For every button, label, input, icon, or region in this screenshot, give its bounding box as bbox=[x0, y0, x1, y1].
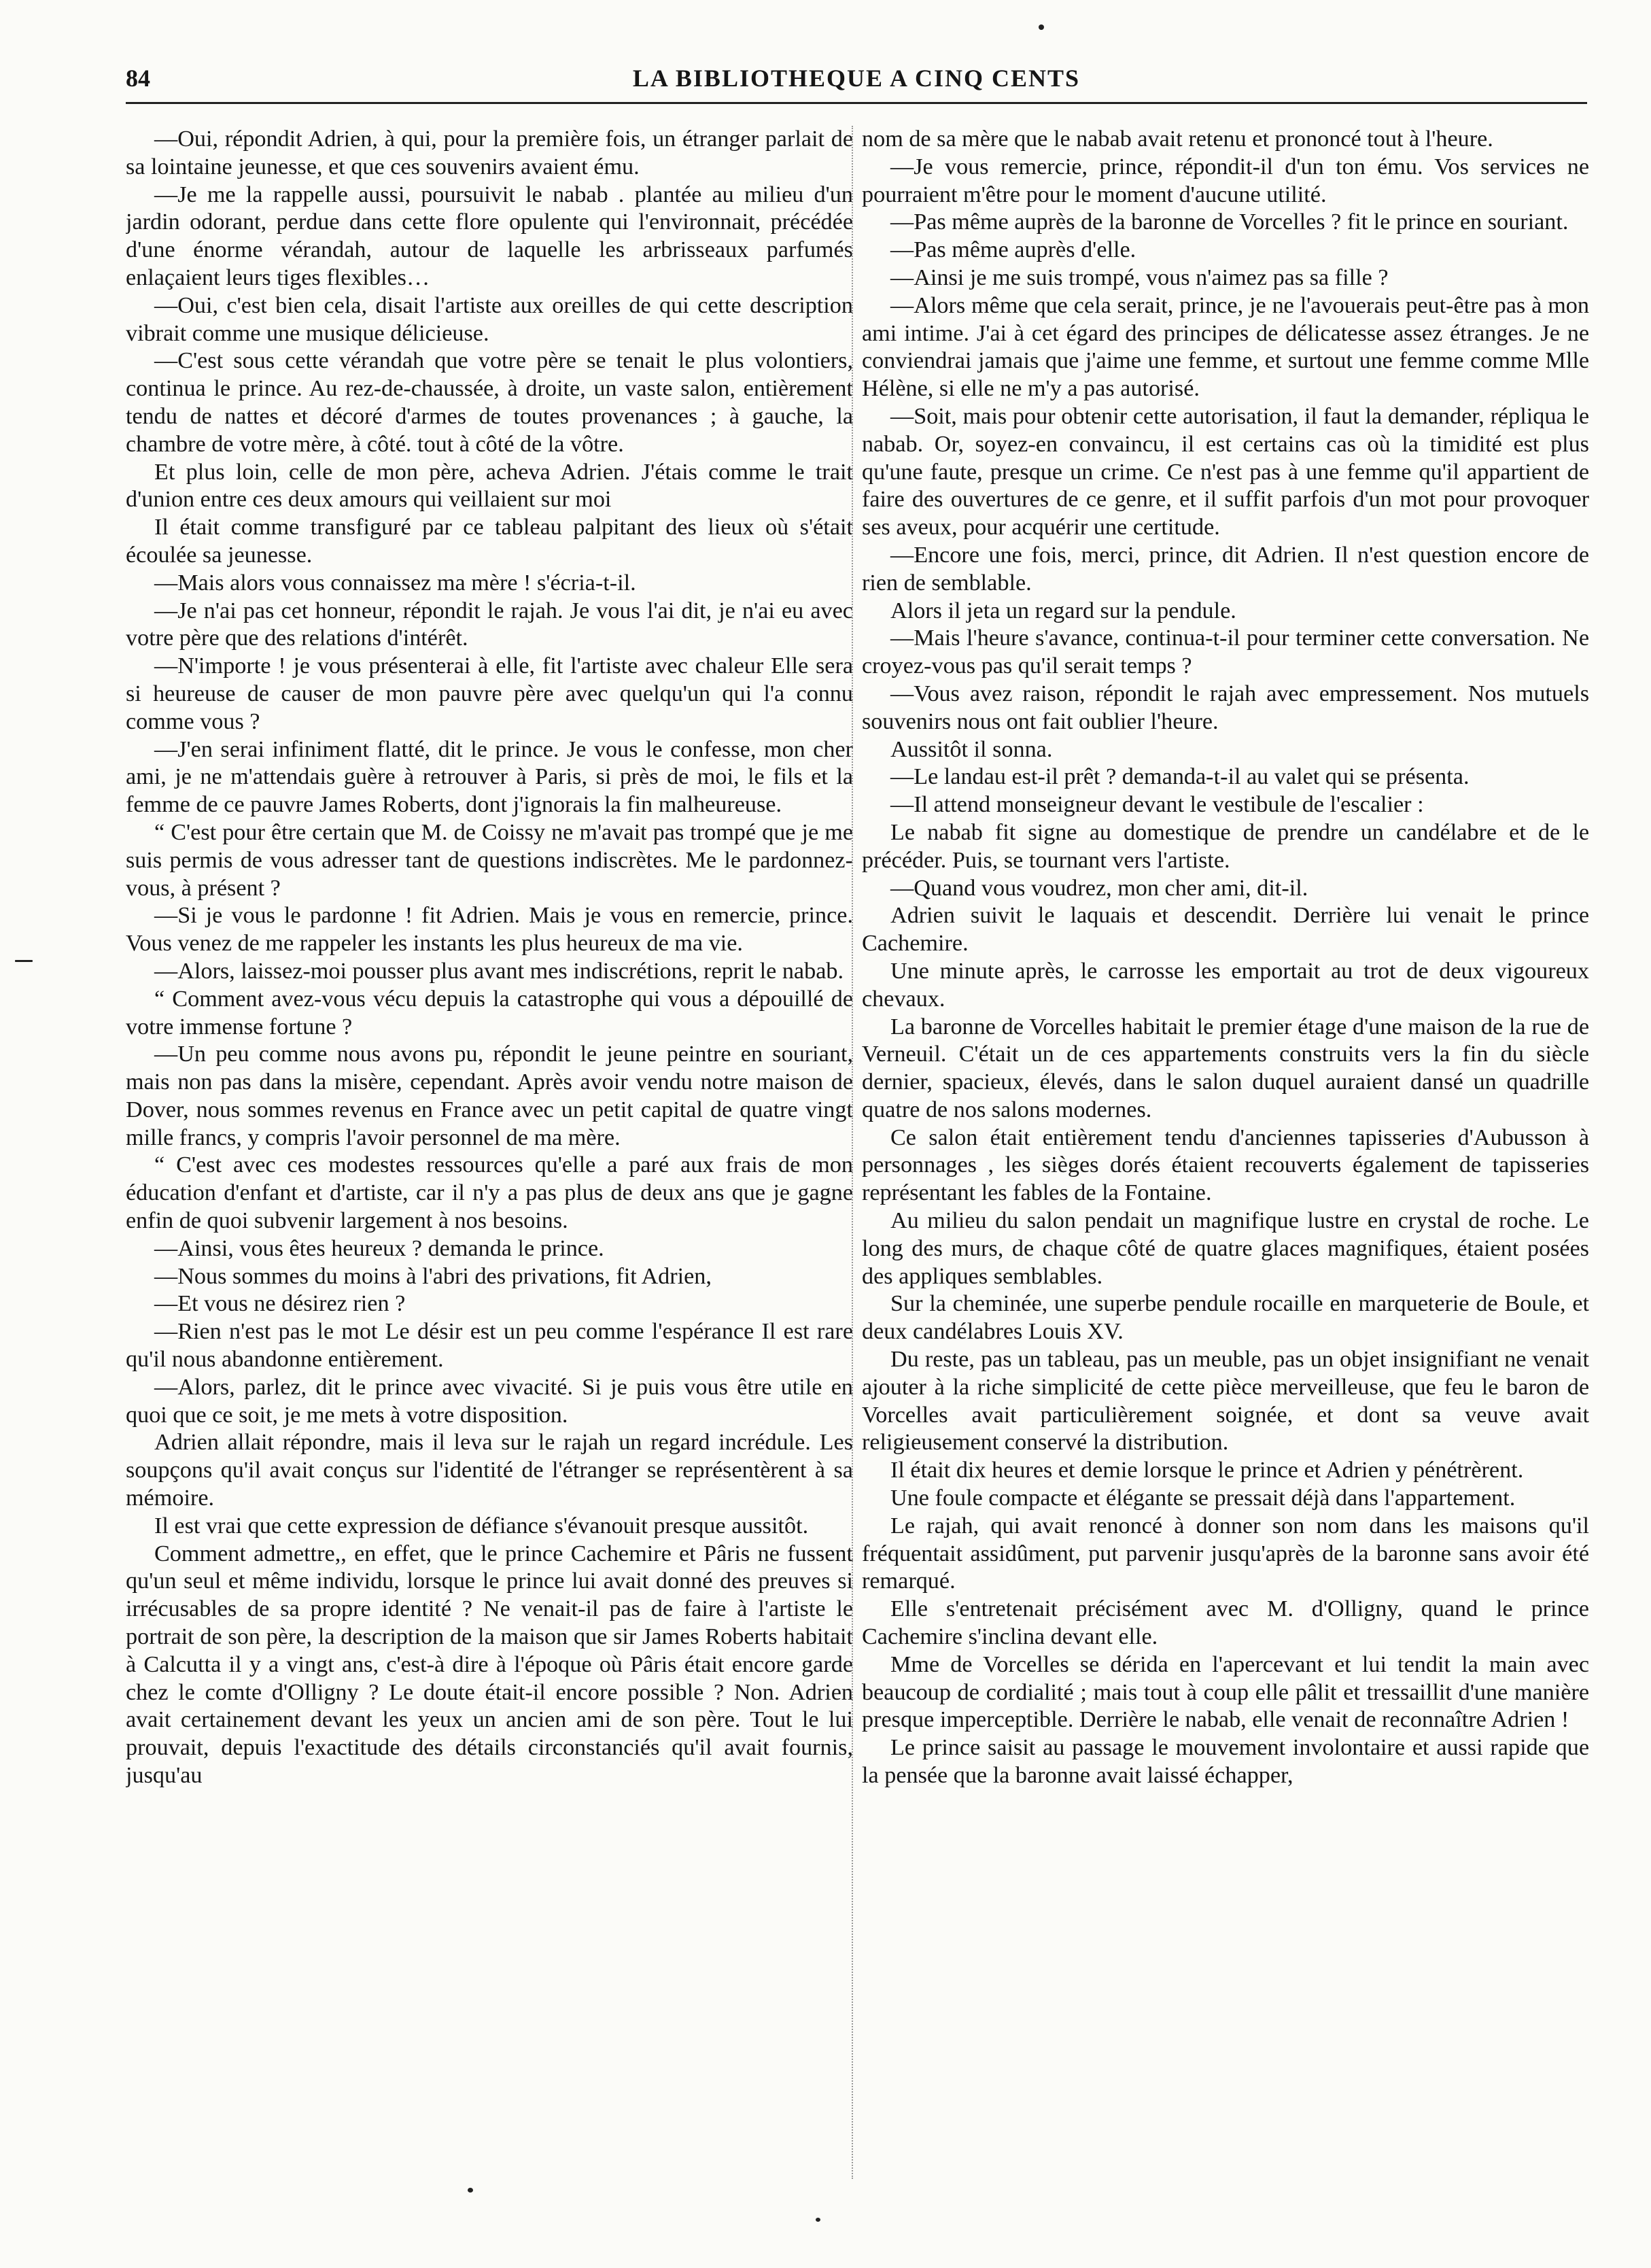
paragraph: Une foule compacte et élégante se pressait déjà dans l'appartement. bbox=[890, 1485, 1516, 1511]
paragraph: —Je n'ai pas cet honneur, répondit le rajah. Je vous l'ai dit, je n'ai eu avec votre père que des relations d'intérêt. bbox=[126, 598, 853, 651]
paragraph: Comment admettre,, en effet, que le prince Cachemire et Pâris ne fussent qu'un seul et même individu, lorsque le prince lui avait donné des preuves si irrécusables de sa propre identité ? Ne venait-il pas de faire à l'artiste le portrait de son père, la description de la maison que sir James Roberts habitait à Calcutta il y a vingt ans, c'est-à dire à l'époque où Pâris était encore garde chez le comte d'Olligny ? Le doute était-il encore possible ? Non. Adrien avait certainement devant les yeux un ancien ami de son père. Tout le lui prouvait, depuis l'exactitude des détails circonstanciés qu'il avait fournis, jusqu'au bbox=[126, 1541, 853, 1789]
paragraph: Mme de Vorcelles se dérida en l'apercevant et lui tendit la main avec beaucoup de cordialité ; mais tout à coup elle pâlit et tressaillit d'une manière presque imperceptible. Derrière le nabab, elle venait de reconnaître Adrien ! bbox=[862, 1651, 1589, 1733]
right-column bbox=[862, 126, 1589, 2172]
paragraph: “ C'est pour être certain que M. de Coissy ne m'avait pas trompé que je me suis permis de vous adresser tant de questions indiscrètes. Me le pardonnez-vous, à présent ? bbox=[126, 819, 853, 901]
paragraph: Ce salon était entièrement tendu d'anciennes tapisseries d'Aubusson à personnages , les sièges dorés étaient recouverts également de tapisseries représentant les fables de la Fontaine. bbox=[862, 1124, 1589, 1206]
print-speck bbox=[1039, 24, 1044, 30]
paragraph: Adrien suivit le laquais et descendit. Derrière lui venait le prince Cachemire. bbox=[862, 903, 1589, 957]
paragraph: Une minute après, le carrosse les emportait au trot de deux vigoureux chevaux. bbox=[862, 958, 1589, 1012]
paragraph: —Vous avez raison, répondit le rajah avec empressement. Nos mutuels souvenirs nous ont fait oublier l'heure. bbox=[862, 681, 1589, 734]
running-title: LA BIBLIOTHEQUE A CINQ CENTS bbox=[632, 65, 1081, 92]
paragraph: “ Comment avez-vous vécu depuis la catastrophe qui vous a dépouillé de votre immense fortune ? bbox=[126, 986, 853, 1040]
paragraph: “ C'est avec ces modestes ressources qu'elle a paré aux frais de mon éducation d'enfant et d'artiste, car il n'y a pas plus de deux ans que je gagne enfin de quoi subvenir largement à nos besoins. bbox=[126, 1152, 853, 1234]
paragraph: Aussitôt il sonna. bbox=[890, 736, 1053, 762]
paragraph: Sur la cheminée, une superbe pendule rocaille en marqueterie de Boule, et deux candélabres Louis XV. bbox=[862, 1291, 1589, 1345]
paragraph: Du reste, pas un tableau, pas un meuble, pas un objet insignifiant ne venait ajouter à la riche simplicité de cette pièce merveilleuse, que feu le baron de Vorcelles avait particulièrement soignée, et dont sa veuve avait religieusement conservé la distribution. bbox=[862, 1347, 1589, 1456]
paragraph: —Nous sommes du moins à l'abri des privations, fit Adrien, bbox=[154, 1263, 712, 1289]
paragraph: Il était comme transfiguré par ce tableau palpitant des lieux où s'était écoulée sa jeunesse. bbox=[126, 515, 853, 568]
print-speck bbox=[468, 2188, 473, 2193]
paragraph: —Si je vous le pardonne ! fit Adrien. Mais je vous en remercie, prince. Vous venez de me rappeler les instants les plus heureux de ma vie. bbox=[126, 903, 853, 957]
paragraph: Adrien allait répondre, mais il leva sur le rajah un regard incrédule. Les soupçons qu'il avait conçus sur l'identité de l'étranger se représentèrent à sa mémoire. bbox=[126, 1430, 853, 1511]
paragraph: —Et vous ne désirez rien ? bbox=[154, 1291, 406, 1317]
paragraph: —Alors, laissez-moi pousser plus avant mes indiscrétions, reprit le nabab. bbox=[154, 958, 844, 984]
print-speck bbox=[816, 2218, 820, 2222]
paragraph: —Oui, répondit Adrien, à qui, pour la première fois, un étranger parlait de sa lointaine jeunesse, et que ces souvenirs avaient ému. bbox=[126, 126, 853, 179]
page-number: 84 bbox=[126, 65, 150, 92]
paragraph: —J'en serai infiniment flatté, dit le prince. Je vous le confesse, mon cher ami, je ne m'attendais guère à retrouver à Paris, si près de moi, le fils et la femme de ce pauvre James Roberts, dont j'ignorais la fin malheureuse. bbox=[126, 736, 853, 818]
paragraph: Il est vrai que cette expression de défiance s'évanouit presque aussitôt. bbox=[154, 1513, 809, 1539]
paragraph: —Un peu comme nous avons pu, répondit le jeune peintre en souriant, mais non pas dans la misère, cependant. Après avoir vendu notre maison de Dover, nous sommes revenus en France avec un petit capital de quatre vingt mille francs, y compris l'avoir personnel de ma mère. bbox=[126, 1042, 853, 1150]
paragraph: Il était dix heures et demie lorsque le prince et Adrien y pénétrèrent. bbox=[890, 1458, 1524, 1483]
paragraph: La baronne de Vorcelles habitait le premier étage d'une maison de la rue de Verneuil. C'était un de ces appartements construits vers la fin du siècle dernier, spacieux, élevés, dans le salon duquel auraient dansé un quadrille quatre de nos salons modernes. bbox=[862, 1014, 1589, 1122]
paragraph: Le prince saisit au passage le mouvement involontaire et aussi rapide que la pensée que la baronne avait laissé échapper, bbox=[862, 1735, 1589, 1789]
paragraph: Elle s'entretenait précisément avec M. d'Olligny, quand le prince Cachemire s'inclina devant elle. bbox=[862, 1596, 1589, 1650]
paragraph: —Alors même que cela serait, prince, je ne l'avouerais peut-être pas à mon ami intime. J'ai à cet égard des principes de délicatesse assez étranges. Je ne conviendrai jamais que j'aime une femme, et surtout une femme comme Mlle Hélène, si elle ne m'y a pas autorisé. bbox=[862, 292, 1589, 402]
paragraph: Alors il jeta un regard sur la pendule. bbox=[890, 598, 1236, 623]
paragraph: —Je vous remercie, prince, répondit-il d'un ton ému. Vos services ne pourraient m'être pour le moment d'aucune utilité. bbox=[862, 154, 1589, 207]
paragraph: Et plus loin, celle de mon père, acheva Adrien. J'étais comme le trait d'union entre ces deux amours qui veillaient sur moi bbox=[126, 459, 853, 513]
paragraph: —Alors, parlez, dit le prince avec vivacité. Si je puis vous être utile en quoi que ce soit, je me mets à votre disposition. bbox=[126, 1374, 853, 1428]
paragraph: —Rien n'est pas le mot Le désir est un peu comme l'espérance Il est rare qu'il nous abandonne entièrement. bbox=[126, 1319, 853, 1373]
paragraph: —Oui, c'est bien cela, disait l'artiste aux oreilles de qui cette description vibrait comme une musique délicieuse. bbox=[126, 292, 853, 346]
paragraph: —Mais alors vous connaissez ma mère ! s'écria-t-il. bbox=[154, 570, 636, 596]
paragraph: —Pas même auprès d'elle. bbox=[890, 237, 1136, 263]
paragraph: —Le landau est-il prêt ? demanda-t-il au valet qui se présenta. bbox=[890, 764, 1470, 790]
paragraph: —C'est sous cette vérandah que votre père se tenait le plus volontiers, continua le prince. Au rez-de-chaussée, à droite, un vaste salon, entièrement tendu de nattes et décoré d'armes de toutes provenances ; à gauche, la chambre de votre mère, à côté. tout à côté de la vôtre. bbox=[126, 348, 853, 457]
print-speck bbox=[15, 960, 33, 962]
page-header bbox=[126, 54, 1587, 104]
paragraph: Au milieu du salon pendait un magnifique lustre en crystal de roche. Le long des murs, de chaque côté de quatre glaces magnifiques, étaient posées des appliques semblables. bbox=[862, 1208, 1589, 1289]
paragraph: —Pas même auprès de la baronne de Vorcelles ? fit le prince en souriant. bbox=[890, 209, 1569, 235]
paragraph: —Mais l'heure s'avance, continua-t-il pour terminer cette conversation. Ne croyez-vous pas qu'il serait temps ? bbox=[862, 625, 1589, 679]
paragraph: Le rajah, qui avait renoncé à donner son nom dans les maisons qu'il fréquentait assidûment, put parvenir jusqu'après de la baronne sans avoir été remarqué. bbox=[862, 1513, 1589, 1594]
paragraph: Le nabab fit signe au domestique de prendre un candélabre et de le précéder. Puis, se tournant vers l'artiste. bbox=[862, 819, 1589, 873]
paragraph: —Je me la rappelle aussi, poursuivit le nabab . plantée au milieu d'un jardin odorant, perdue dans cette flore opulente qui l'environnait, précédée d'une énorme vérandah, autour de laquelle les arbrisseaux parfumés enlaçaient leurs tiges flexibles… bbox=[126, 182, 853, 290]
paragraph: —Encore une fois, merci, prince, dit Adrien. Il n'est question encore de rien de semblable. bbox=[862, 542, 1589, 596]
paragraph: —Ainsi je me suis trompé, vous n'aimez pas sa fille ? bbox=[890, 264, 1389, 290]
column-divider bbox=[852, 126, 853, 2179]
paragraph: —Il attend monseigneur devant le vestibule de l'escalier : bbox=[890, 792, 1424, 818]
paragraph: —Quand vous voudrez, mon cher ami, dit-il. bbox=[890, 875, 1308, 901]
paragraph: —Soit, mais pour obtenir cette autorisation, il faut la demander, répliqua le nabab. Or, soyez-en convaincu, il est certains cas où la timidité est plus qu'une faute, presque un crime. Ce n'est pas à une femme qu'il appartient de faire des ouvertures de ce genre, et il suffit parfois d'un mot pour provoquer ses aveux, pour acquérir une certitude. bbox=[862, 403, 1589, 540]
paragraph: —Ainsi, vous êtes heureux ? demanda le prince. bbox=[154, 1235, 604, 1261]
paragraph: nom de sa mère que le nabab avait retenu et prononcé tout à l'heure. bbox=[862, 126, 1493, 152]
left-column bbox=[126, 126, 853, 2172]
paragraph: —N'importe ! je vous présenterai à elle, fit l'artiste avec chaleur Elle sera si heureuse de causer de mon pauvre père avec quelqu'un qui l'a connu comme vous ? bbox=[126, 653, 853, 734]
